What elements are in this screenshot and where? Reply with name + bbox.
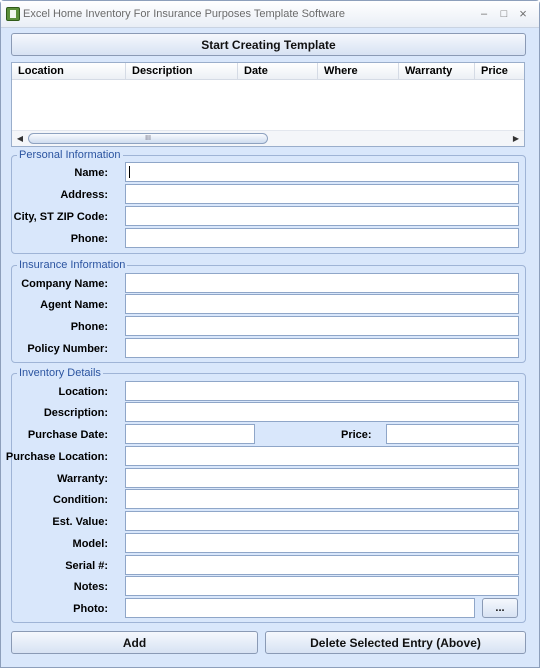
personal-phone-label: Phone: xyxy=(70,233,108,245)
scroll-left-icon[interactable]: ◀ xyxy=(16,134,24,143)
condition-label: Condition: xyxy=(53,494,108,506)
company-name-field[interactable] xyxy=(125,273,519,293)
price-label: Price: xyxy=(341,429,372,441)
est-value-field[interactable] xyxy=(125,511,519,531)
policy-number-label: Policy Number: xyxy=(27,343,108,355)
text-cursor xyxy=(129,166,130,178)
table-header xyxy=(12,63,524,80)
column-header-warranty[interactable]: Warranty xyxy=(399,63,475,80)
price-field[interactable] xyxy=(386,424,519,444)
location-field[interactable] xyxy=(125,381,519,401)
column-header-location[interactable]: Location xyxy=(12,63,126,80)
city-state-zip-label: City, ST ZIP Code: xyxy=(13,211,108,223)
insurance-information-legend: Insurance Information xyxy=(19,259,126,271)
start-creating-template-button[interactable]: Start Creating Template xyxy=(11,33,526,56)
location-label: Location: xyxy=(58,386,108,398)
personal-phone-field[interactable] xyxy=(125,228,519,248)
inventory-table[interactable] xyxy=(11,62,525,147)
notes-field[interactable] xyxy=(125,576,519,596)
serial-number-label: Serial #: xyxy=(65,560,108,572)
est-value-label: Est. Value: xyxy=(52,516,108,528)
name-field[interactable] xyxy=(125,162,519,182)
purchase-location-field[interactable] xyxy=(125,446,519,466)
model-label: Model: xyxy=(72,538,108,550)
model-field[interactable] xyxy=(125,533,519,553)
address-label: Address: xyxy=(60,189,108,201)
description-field[interactable] xyxy=(125,402,519,422)
title-bar[interactable] xyxy=(1,1,539,28)
serial-number-field[interactable] xyxy=(125,555,519,575)
notes-label: Notes: xyxy=(73,581,108,593)
insurance-phone-field[interactable] xyxy=(125,316,519,336)
warranty-field[interactable] xyxy=(125,468,519,488)
browse-photo-button[interactable]: ... xyxy=(482,598,518,618)
column-header-price[interactable]: Price xyxy=(481,65,508,77)
policy-number-field[interactable] xyxy=(125,338,519,358)
column-header-date[interactable]: Date xyxy=(238,63,318,80)
photo-path-field[interactable] xyxy=(125,598,475,618)
inventory-details-legend: Inventory Details xyxy=(19,367,101,379)
agent-name-label: Agent Name: xyxy=(40,299,108,311)
agent-name-field[interactable] xyxy=(125,294,519,314)
insurance-phone-label: Phone: xyxy=(70,321,108,333)
column-header-where[interactable]: Where xyxy=(318,63,399,80)
scroll-thumb[interactable]: III xyxy=(28,133,268,144)
purchase-date-field[interactable] xyxy=(125,424,255,444)
warranty-label: Warranty: xyxy=(57,473,108,485)
delete-selected-entry-button[interactable]: Delete Selected Entry (Above) xyxy=(265,631,526,654)
purchase-date-label: Purchase Date: xyxy=(27,429,108,441)
horizontal-scrollbar[interactable] xyxy=(12,130,524,146)
add-button[interactable]: Add xyxy=(11,631,258,654)
scroll-right-icon[interactable]: ▶ xyxy=(512,134,520,143)
maximize-icon[interactable]: □ xyxy=(500,8,508,20)
window-title: Excel Home Inventory For Insurance Purposes Template Software xyxy=(23,8,346,20)
personal-information-legend: Personal Information xyxy=(19,149,121,161)
app-icon xyxy=(6,7,20,21)
company-name-label: Company Name: xyxy=(21,278,108,290)
description-label: Description: xyxy=(43,407,108,419)
address-field[interactable] xyxy=(125,184,519,204)
close-icon[interactable]: × xyxy=(519,6,527,21)
minimize-icon[interactable]: – xyxy=(480,8,488,20)
city-state-zip-field[interactable] xyxy=(125,206,519,226)
name-label: Name: xyxy=(74,167,108,179)
photo-label: Photo: xyxy=(73,603,108,615)
column-header-description[interactable]: Description xyxy=(126,63,238,80)
purchase-location-label: Purchase Location: xyxy=(5,451,108,463)
condition-field[interactable] xyxy=(125,489,519,509)
